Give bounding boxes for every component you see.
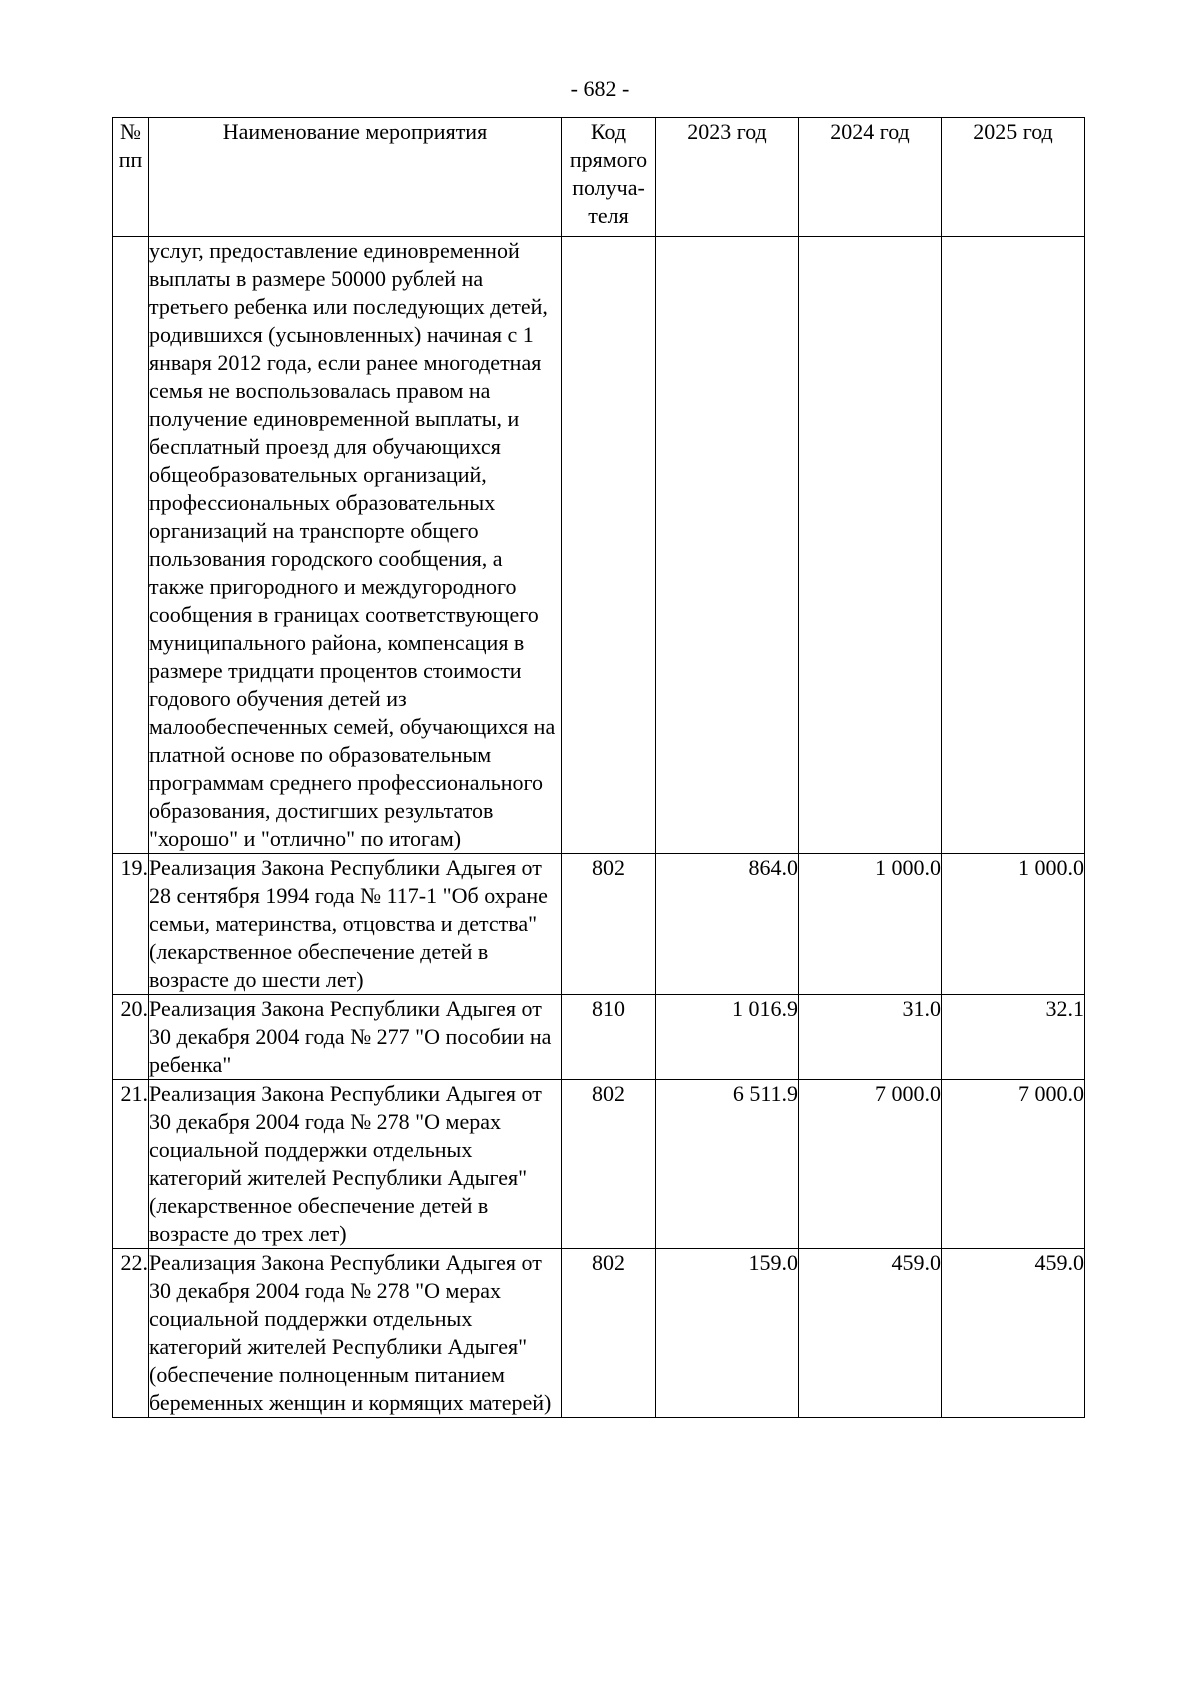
- cell-2024: 7 000.0: [799, 1080, 942, 1249]
- header-number-label: № пп: [118, 119, 143, 172]
- table-row-continuation: [113, 237, 1085, 854]
- cell-2023: 864.0: [656, 854, 799, 995]
- header-2024: [799, 118, 942, 237]
- cell-name: услуг, предоставление единовременной выплаты в размере 50000 рублей на третьего ребенка или последующих детей, родившихся (усыновленных) начиная с 1 января 2012 года, если ранее многодетная семья не воспользовалась правом на получение единовременной выплаты, и бесплатный проезд для обучающихся общеобразовательных организаций, профессиональных образовательных организаций на транспорте общего пользования городского сообщения, а также пригородного и междугородного сообщения в границах соответствующего муниципального района, компенсация в размере тридцати процентов стоимости годового обучения детей из малообеспеченных семей, обучающихся на платной основе по образовательным программам среднего профессионального образования, достигших результатов "хорошо" и "отлично" по итогам): [149, 237, 562, 854]
- header-code-label: Код прямого получа- теля: [569, 119, 648, 228]
- header-name: [149, 118, 562, 237]
- cell-number: 22.: [113, 1249, 149, 1418]
- table-header-row: [113, 118, 1085, 237]
- table-row: [113, 1080, 1085, 1249]
- header-2023: [656, 118, 799, 237]
- cell-name: Реализация Закона Республики Адыгея от 30 декабря 2004 года № 277 "О пособии на ребенка": [149, 995, 562, 1080]
- cell-2025: [942, 237, 1085, 854]
- cell-2025: 1 000.0: [942, 854, 1085, 995]
- cell-name: Реализация Закона Республики Адыгея от 30 декабря 2004 года № 278 "О мерах социальной поддержки отдельных категорий жителей Республики Адыгея" (обеспечение полноценным питанием беременных женщин и кормящих матерей): [149, 1249, 562, 1418]
- cell-code: 810: [562, 995, 656, 1080]
- header-2025: [942, 118, 1085, 237]
- cell-code: [562, 237, 656, 854]
- cell-2024: 459.0: [799, 1249, 942, 1418]
- cell-name: Реализация Закона Республики Адыгея от 30 декабря 2004 года № 278 "О мерах социальной поддержки отдельных категорий жителей Республики Адыгея" (лекарственное обеспечение детей в возрасте до трех лет): [149, 1080, 562, 1249]
- header-number: [113, 118, 149, 237]
- cell-code: 802: [562, 1249, 656, 1418]
- cell-2025: 32.1: [942, 995, 1085, 1080]
- header-2023-label: 2023 год: [687, 119, 767, 144]
- table-row: [113, 995, 1085, 1080]
- header-name-label: Наименование мероприятия: [222, 119, 488, 144]
- cell-code: 802: [562, 854, 656, 995]
- cell-number: [113, 237, 149, 854]
- cell-2023: 6 511.9: [656, 1080, 799, 1249]
- cell-2024: 1 000.0: [799, 854, 942, 995]
- cell-2023: 159.0: [656, 1249, 799, 1418]
- table-row: [113, 1249, 1085, 1418]
- cell-number: 20.: [113, 995, 149, 1080]
- cell-number: 19.: [113, 854, 149, 995]
- cell-2025: 459.0: [942, 1249, 1085, 1418]
- page-number: - 682 -: [570, 76, 630, 101]
- cell-code: 802: [562, 1080, 656, 1249]
- cell-2024: 31.0: [799, 995, 942, 1080]
- cell-name: Реализация Закона Республики Адыгея от 28 сентября 1994 года № 117-1 "Об охране семьи, материнства, отцовства и детства" (лекарственное обеспечение детей в возрасте до шести лет): [149, 854, 562, 995]
- header-2025-label: 2025 год: [973, 119, 1053, 144]
- cell-2024: [799, 237, 942, 854]
- table-row: [113, 854, 1085, 995]
- cell-2025: 7 000.0: [942, 1080, 1085, 1249]
- cell-2023: 1 016.9: [656, 995, 799, 1080]
- budget-table: [112, 117, 1085, 1418]
- header-2024-label: 2024 год: [830, 119, 910, 144]
- cell-2023: [656, 237, 799, 854]
- header-code: [562, 118, 656, 237]
- cell-number: 21.: [113, 1080, 149, 1249]
